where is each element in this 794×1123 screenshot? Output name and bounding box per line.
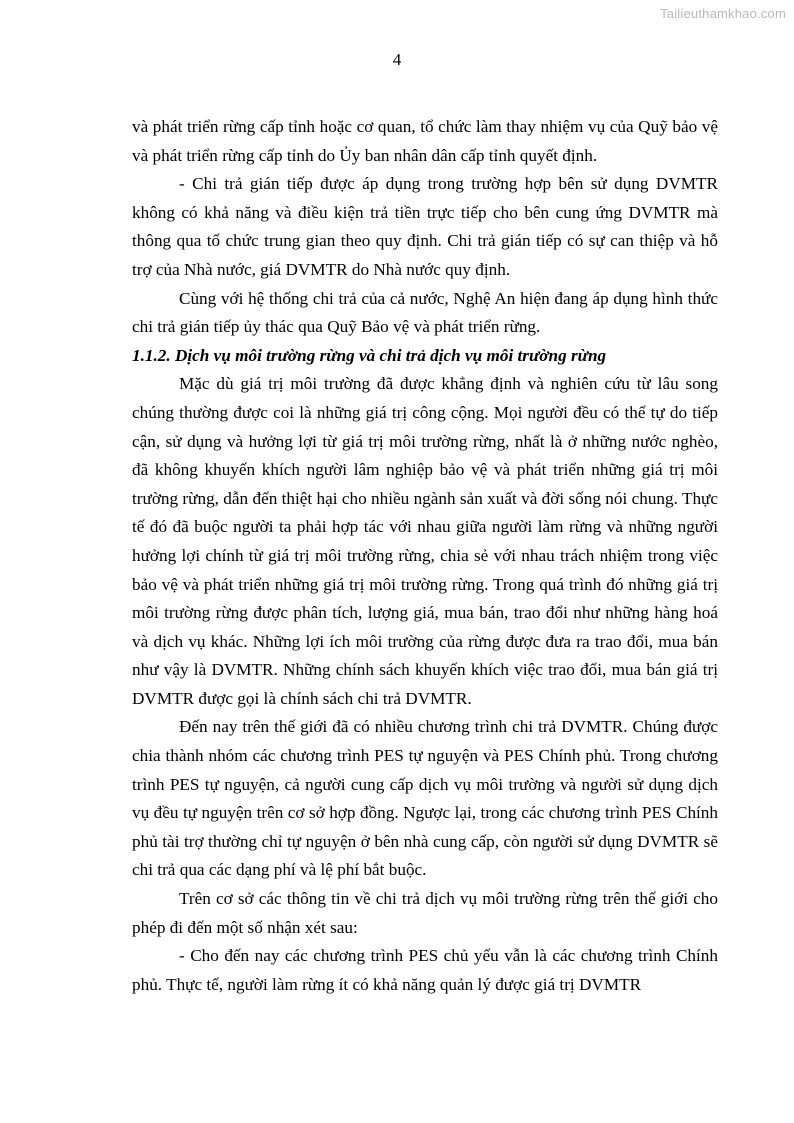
paragraph-pes-programs: Đến nay trên thế giới đã có nhiều chương trình chi trả DVMTR. Chúng được chia thành nhóm các chương trình PES tự nguyện và PES Chính phủ. Trong chương trình PES tự nguyện, cả người cung cấp dịch vụ môi trường và người sử dụng dịch vụ đều tự nguyện trên cơ sở hợp đồng. Ngược lại, trong các chương trình PES Chính phủ tài trợ thường chỉ tự nguyện ở bên nhà cung cấp, còn người sử dụng DVMTR sẽ chi trả qua các dạng phí và lệ phí bắt buộc. <box>132 717 718 880</box>
document-body <box>132 113 718 999</box>
paragraph-nghe-an: Cùng với hệ thống chi trả của cả nước, Nghệ An hiện đang áp dụng hình thức chi trả gián tiếp ủy thác qua Quỹ Bảo vệ và phát triển rừng. <box>132 288 718 337</box>
section-heading: 1.1.2. Dịch vụ môi trường rừng và chi trả dịch vụ môi trường rừng <box>132 345 607 365</box>
paragraph-observations-intro: Trên cơ sở các thông tin về chi trả dịch vụ môi trường rừng trên thế giới cho phép đi đến một số nhận xét sau: <box>132 889 718 937</box>
paragraph-environment-value: Mặc dù giá trị môi trường đã được khẳng định và nghiên cứu từ lâu song chúng thường được coi là những giá trị công cộng. Mọi người đều có thể tự do tiếp cận, sử dụng và hưởng lợi từ giá trị môi trường rừng, nhất là ở những nước nghèo, đã không khuyến khích người lâm nghiệp bảo vệ và phát triển những giá trị môi trường rừng, dẫn đến thiệt hại cho nhiều ngành sản xuất và đời sống nói chung. Thực tế đó đã buộc người ta phải hợp tác với nhau giữa người làm rừng và những người hưởng lợi chính từ giá trị môi trường rừng, chia sẻ với nhau trách nhiệm trong việc bảo vệ và phát triển những giá trị môi trường rừng. Trong quá trình đó những giá trị môi trường rừng được phân tích, lượng giá, mua bán, trao đổi như những hàng hoá và dịch vụ khác. Những lợi ích môi trường của rừng được đưa ra trao đổi, mua bán như vậy là DVMTR. Những chính sách khuyến khích việc trao đổi, mua bán giá trị DVMTR được gọi là chính sách chi trả DVMTR. <box>132 374 718 708</box>
paragraph-indirect-payment: - Chi trả gián tiếp được áp dụng trong trường hợp bên sử dụng DVMTR không có khả năng và điều kiện trả tiền trực tiếp cho bên cung ứng DVMTR mà thông qua tổ chức trung gian theo quy định. Chi trả gián tiếp có sự can thiệp và hỗ trợ của Nhà nước, giá DVMTR do Nhà nước quy định. <box>132 174 718 279</box>
page-number: 4 <box>392 50 402 69</box>
paragraph-observation-1: - Cho đến nay các chương trình PES chủ yếu vẫn là các chương trình Chính phủ. Thực tế, người làm rừng ít có khả năng quản lý được giá trị DVMTR <box>132 946 718 994</box>
paragraph-continuation: và phát triển rừng cấp tỉnh hoặc cơ quan, tổ chức làm thay nhiệm vụ của Quỹ bảo vệ và phát triển rừng cấp tỉnh do Ủy ban nhân dân cấp tỉnh quyết định. <box>132 117 718 165</box>
watermark: Tailieuthamkhao.com <box>660 6 786 21</box>
